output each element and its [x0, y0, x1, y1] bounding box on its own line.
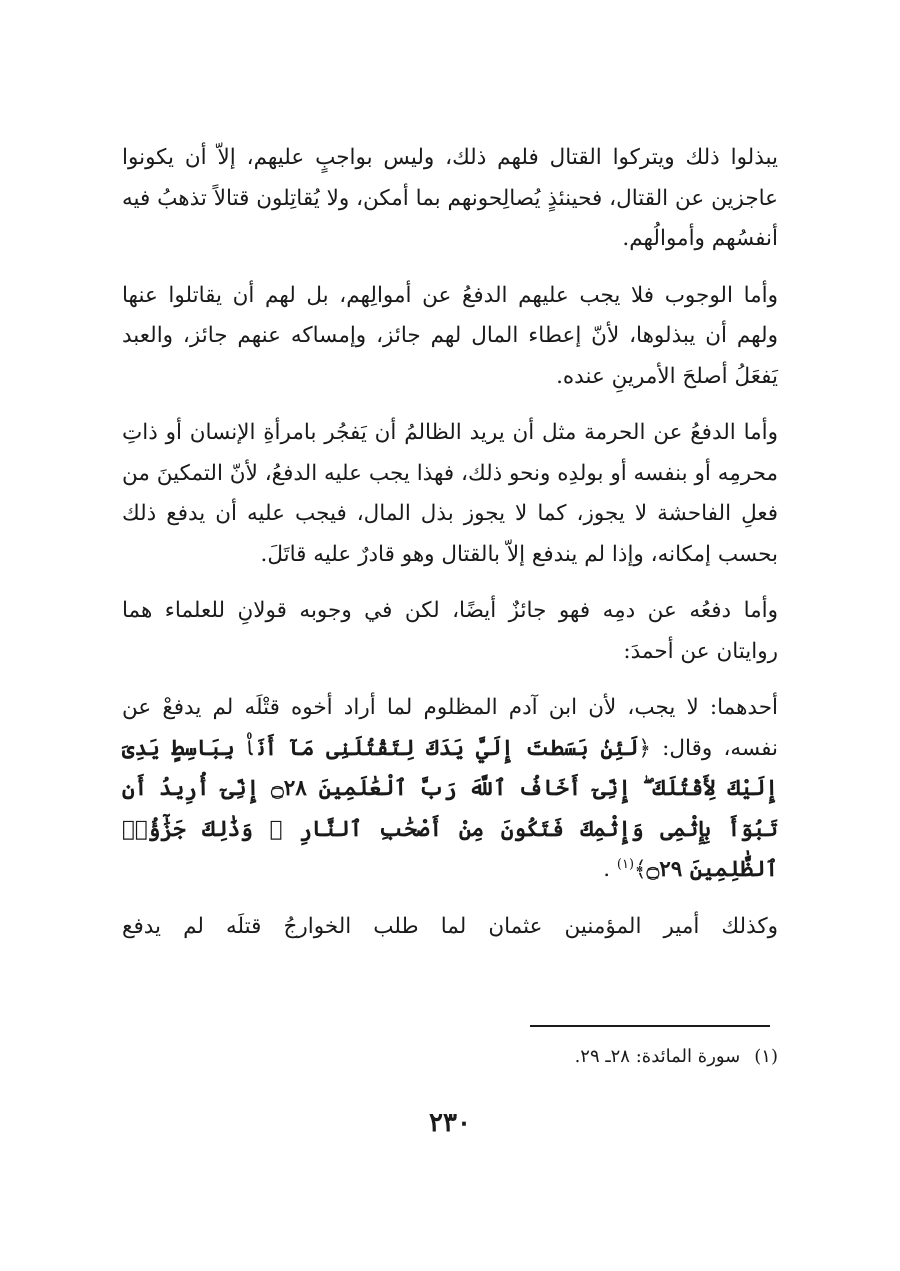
paragraph-2: وأما الوجوب فلا يجب عليهم الدفعُ عن أموالِهم، بل لهم أن يقاتلوا عنها ولهم أن يبذلوها، لأنّ إعطاء المال لهم جائز، وإمساكه عنهم جائز، والعبد يَفعَلُ أصلحَ الأمرينِ عنده.	[122, 282, 778, 389]
footnote-divider	[530, 1025, 770, 1027]
paragraph-3: وأما الدفعُ عن الحرمة مثل أن يريد الظالمُ أن يَفجُر بامرأةِ الإنسان أو ذاتِ محرمِه أو بنفسه أو بولدِه ونحو ذلك، فهذا يجب عليه الدفعُ، لأنّ التمكينَ من فعلِ الفاحشة لا يجوز، كما لا يجوز بذل المال، فيجب عليه أن يدفع ذلك بحسب إمكانه، وإذا لم يندفع إلاّ بالقتال وهو قادرٌ عليه قاتَلَ.	[122, 420, 778, 567]
footnote-text: سورة المائدة: ٢٨ـ ٢٩.	[574, 1046, 741, 1067]
page-body	[122, 138, 778, 947]
paragraph-4: وأما دفعُه عن دمِه فهو جائزٌ أيضًا، لكن في وجوبه قولانِ للعلماء هما روايتان عن أحمدَ:	[122, 598, 778, 664]
quran-verse: لَئِنۢ بَسَطتَ إِلَيَّ يَدَكَ لِتَقْتُلَنِى مَآ أَنَا۠ بِبَاسِطٍ يَدِىَ إِلَيْكَ لِأَقْتُلَكَ ۖ إِنِّىٓ أَخَافُ ٱللَّهَ رَبَّ ٱلْعَٰلَمِينَ ۝٢٨ إِنِّىٓ أُرِيدُ أَن تَبُوٓأَ بِإِثْمِى وَإِثْمِكَ فَتَكُونَ مِنْ أَصْحَٰبِ ٱلنَّارِ ۚ وَذَٰلِكَ جَزَٰٓؤُا۟ ٱلظَّٰلِمِينَ ۝٢٩	[122, 735, 778, 882]
ayah-bracket-open: ﴿	[638, 735, 651, 761]
footnote-reference[interactable]: (١)	[616, 856, 635, 872]
paragraph-5	[122, 688, 778, 891]
page-number: ٢٣٠	[429, 1108, 471, 1138]
ayah-bracket-close: ﴾	[634, 857, 647, 882]
paragraph-5-end: .	[603, 857, 611, 882]
footnote	[122, 1043, 778, 1071]
footnote-number: (١)	[754, 1046, 778, 1067]
paragraph-6: وكذلك أمير المؤمنين عثمان لما طلب الخوارجُ قتلَه لم يدفع	[122, 913, 778, 939]
paragraph-1: يبذلوا ذلك ويتركوا القتال فلهم ذلك، وليس بواجبٍ عليهم، إلاّ أن يكونوا عاجزين عن القتال، فحينئذٍ يُصالِحونهم بما أمكن، ولا يُقاتِلون قتالاً تذهبُ فيه أنفسُهم وأموالُهم.	[122, 145, 778, 251]
paragraph-5-intro: أحدهما: لا يجب، لأن ابن آدم المظلوم لما أراد أخوه قتْلَه لم يدفعْ عن نفسه، وقال:	[122, 695, 778, 761]
